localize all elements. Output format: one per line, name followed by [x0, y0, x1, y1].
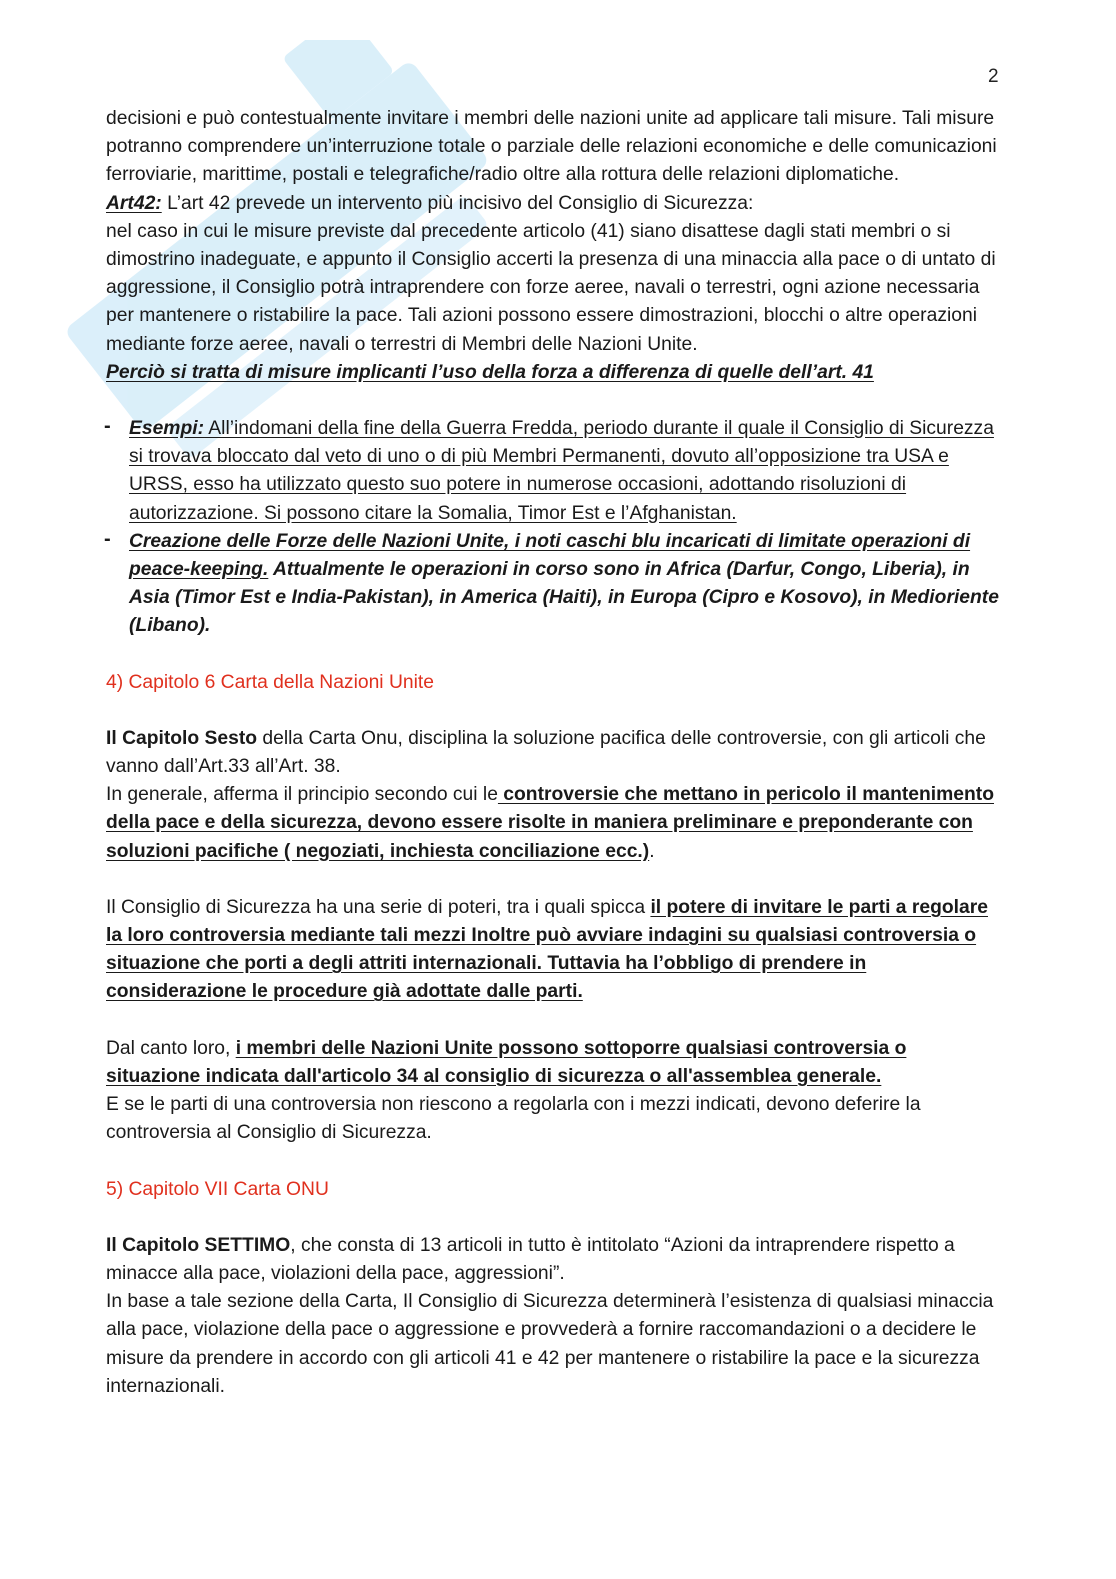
art42-conclusion: Perciò si tratta di misure implicanti l’uso della forza a differenza di quelle dell’art. 41 — [106, 361, 874, 383]
chapter-seven-bold: Il Capitolo SETTIMO — [106, 1234, 291, 1256]
section-heading-4: 4) Capitolo 6 Carta della Nazioni Unite — [106, 671, 434, 693]
section5-paragraph-2: In base a tale sezione della Carta, Il Consiglio di Sicurezza determinerà l’esistenza di qualsiasi minaccia alla pace, violazione della pace o aggressione e provvederà a fornire raccomandazioni o a decidere le misure da prendere in accordo con gli articoli 41 e 42 per mantenere o ristabilire la pace e la sicurezza internazionali. — [106, 1291, 994, 1397]
peacekeeping-rest: Attualmente le operazioni in corso sono in Africa (Darfur, Congo, Liberia), in Asia (Timor Est e India-Pakistan), in America (Haiti), in Europa (Cipro e Kosovo), in Medioriente (Libano). — [129, 559, 999, 637]
section4-paragraph-5: E se le parti di una controversia non riescono a regolarla con i mezzi indicati, devono deferire la controversia al Consiglio di Sicurezza. — [106, 1094, 921, 1144]
chapter-six-bold: Il Capitolo Sesto — [106, 727, 258, 749]
section4-paragraph-4: Dal canto loro, i membri delle Nazioni Unite possono sottoporre qualsiasi controversia o situazione indicata dall'articolo 34 al consiglio di sicurezza o all'assemblea generale. — [106, 1037, 907, 1087]
section4-paragraph-2: In generale, afferma il principio secondo cui le controversie che mettano in pericolo il mantenimento della pace e della sicurezza, devono essere risolte in maniera preliminare e preponderante con soluzioni pacifiche ( negoziati, inchiesta conciliazione ecc.). — [106, 784, 994, 862]
list-item — [106, 415, 1001, 528]
list-item — [106, 528, 1001, 641]
section4-paragraph-1: Il Capitolo Sesto della Carta Onu, disciplina la soluzione pacifica delle controversie, con gli articoli che vanno dall’Art.33 all’Art. 38. — [106, 727, 986, 778]
art42-body: nel caso in cui le misure previste dal precedente articolo (41) siano disattese dagli stati membri o si dimostrino inadeguate, e appunto il Consiglio accerti la presenza di una minaccia alla pace o di untato di aggressione, il Consiglio potrà intraprendere con forze aeree, navali o terrestri, ogni azione necessaria per mantenere o ristabilire la pace. Tali azioni possono essere dimostrazioni, blocchi o altre operazioni mediante forze aeree, navali o terrestri di Membri delle Nazioni Unite. — [106, 220, 996, 355]
section5-paragraph-1: Il Capitolo SETTIMO, che consta di 13 articoli in tutto è intitolato “Azioni da intraprendere rispetto a minacce alla pace, violazioni della pace, aggressioni”. — [106, 1234, 955, 1284]
document-body — [106, 105, 1001, 1401]
section4-paragraph-3: Il Consiglio di Sicurezza ha una serie di poteri, tra i quali spicca il potere di invitare le parti a regolare la loro controversia mediante tali mezzi Inoltre può avviare indagini su qualsiasi controversia o situazione che porti a degli attriti internazionali. Tuttavia ha l’obbligo di prendere in considerazione le procedure già adottate dalle parti. — [106, 896, 988, 1003]
examples-list — [106, 415, 1001, 641]
art42-text: L’art 42 prevede un intervento più incisivo del Consiglio di Sicurezza: — [161, 192, 754, 214]
page-number: 2 — [988, 66, 999, 87]
art42-label: Art42: — [106, 192, 162, 214]
paragraph-intro: decisioni e può contestualmente invitare i membri delle nazioni unite ad applicare tali misure. Tali misure potranno comprendere un’interruzione totale o parziale delle relazioni economiche e delle comunicazioni ferroviarie, marittime, postali e telegrafiche/radio oltre alla rottura delle relazioni diplomatiche. — [106, 108, 997, 186]
examples-text: All’indomani della fine della Guerra Fredda, periodo durante il quale il Consiglio di Sicurezza si trovava bloccato dal veto di uno o di più Membri Permanenti, dovuto all’opposizione tra USA e URSS, esso ha utilizzato questo suo potere in numerose occasioni, adottando risoluzioni di autorizzazione. Si possono citare la Somalia, Timor Est e l’Afghanistan. — [129, 418, 994, 524]
examples-label: Esempi: — [129, 418, 205, 440]
art42-intro — [106, 190, 1001, 218]
peacekeeping-underlined: Creazione delle Forze delle Nazioni Unite, i noti caschi blu incaricati di limitate operazioni di peace-keeping. — [129, 530, 971, 581]
section-heading-5: 5) Capitolo VII Carta ONU — [106, 1178, 329, 1200]
